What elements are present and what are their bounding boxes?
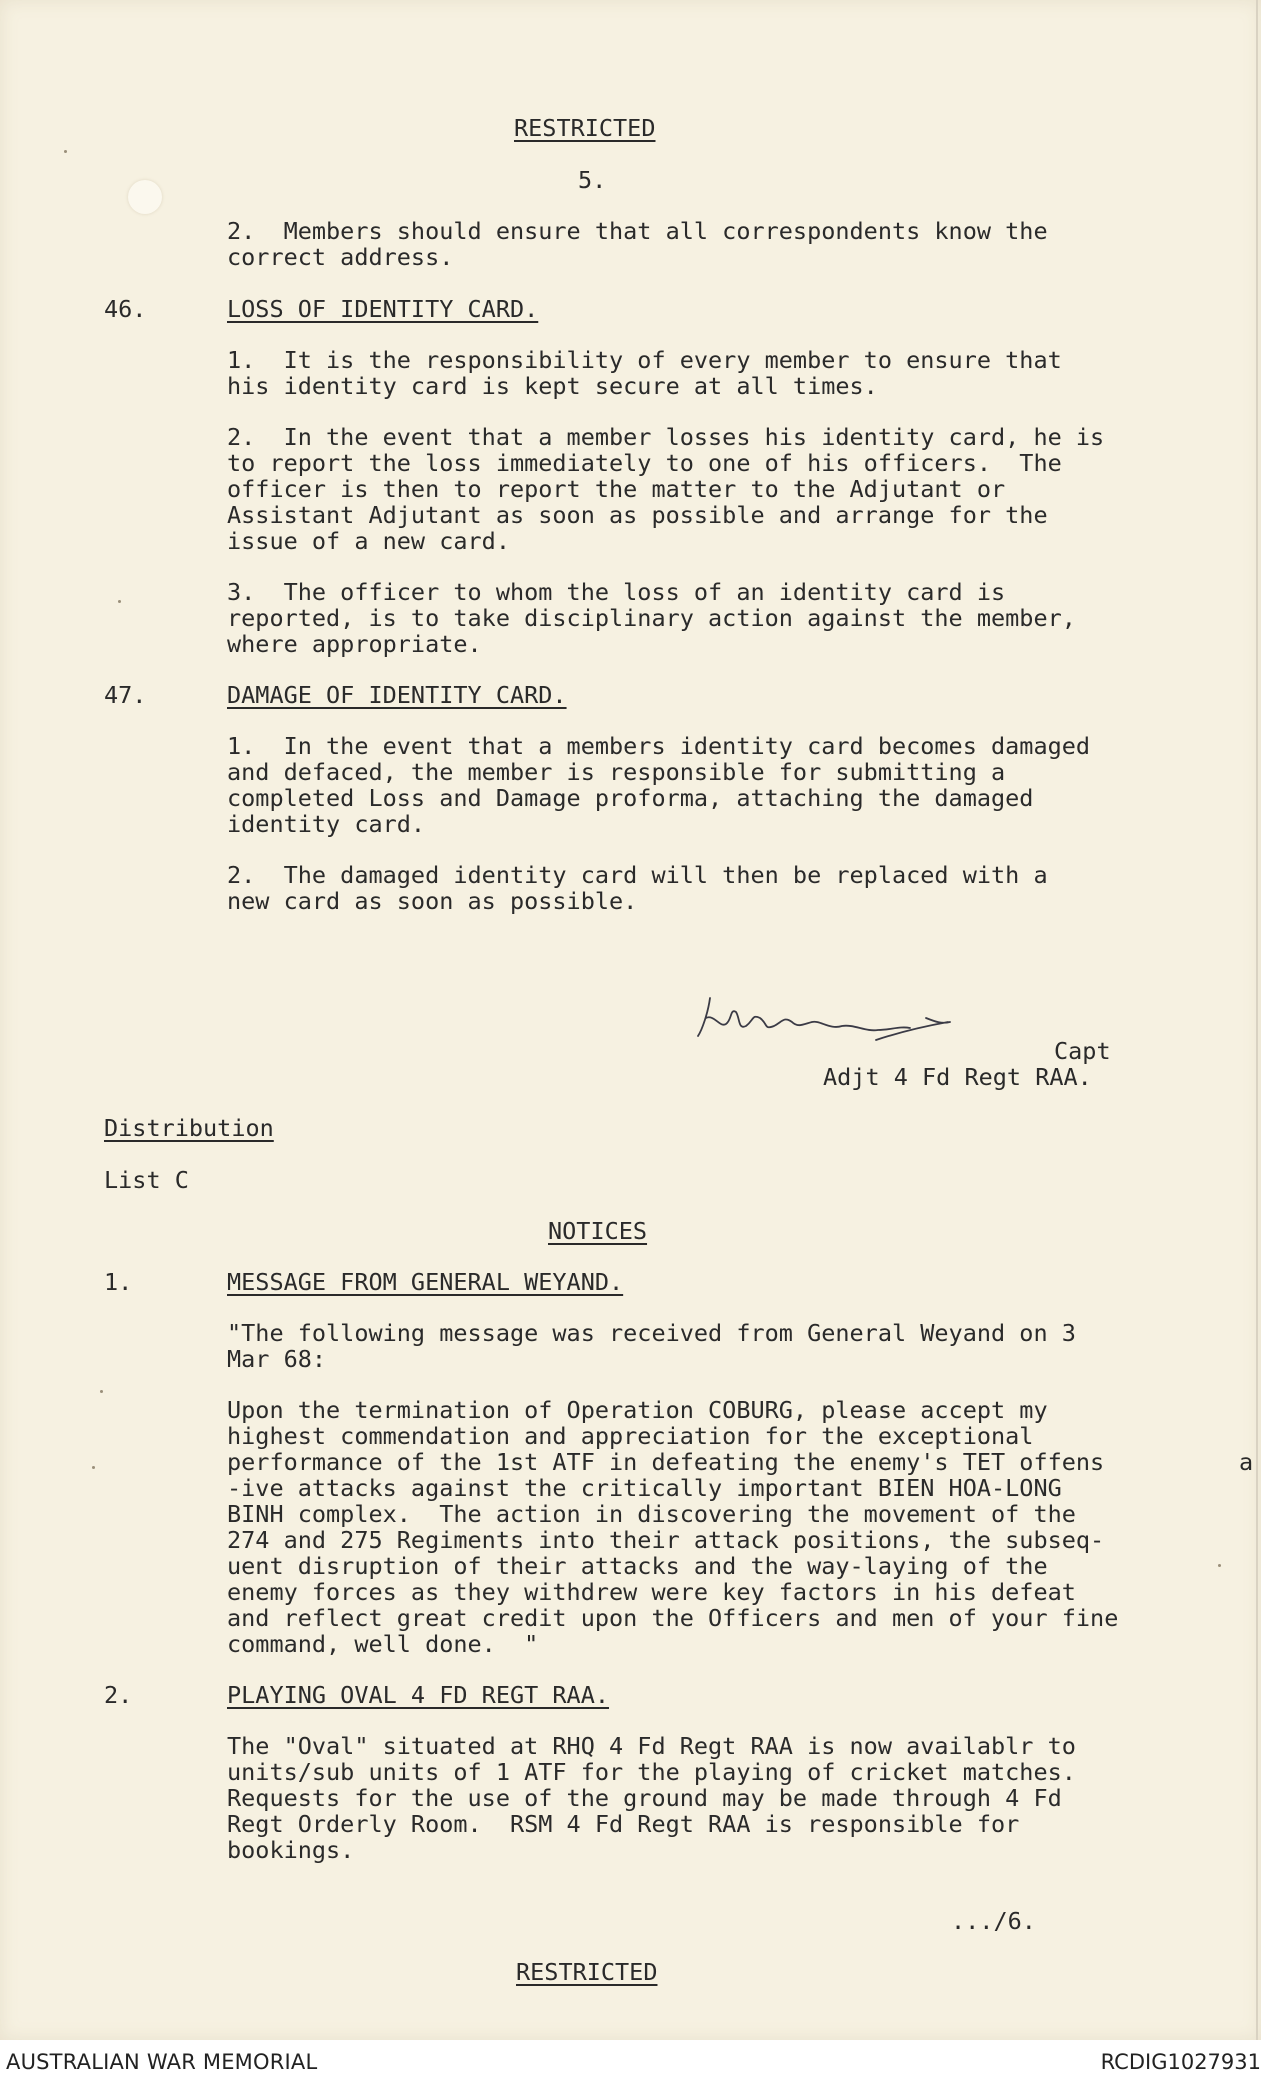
section-46-para-2-line-2: to report the loss immediately to one of his officers. The <box>227 449 1062 477</box>
notice-1-intro-line-2: Mar 68: <box>227 1345 327 1373</box>
page-number: 5. <box>578 166 607 194</box>
section-46-para-1-line-1: 1. It is the responsibility of every member to ensure that <box>227 346 1062 374</box>
section-46-heading: LOSS OF IDENTITY CARD. <box>227 295 539 323</box>
scan-speck <box>64 150 67 153</box>
section-47-heading: DAMAGE OF IDENTITY CARD. <box>227 681 567 709</box>
notice-1-heading: MESSAGE FROM GENERAL WEYAND. <box>227 1268 624 1296</box>
handwritten-signature <box>680 978 1000 1048</box>
notice-1-body-line-6: 274 and 275 Regiments into their attack positions, the subseq- <box>227 1526 1105 1554</box>
scan-speck <box>100 1390 103 1393</box>
section-47-para-1-line-3: completed Loss and Damage proforma, attaching the damaged <box>227 784 1034 812</box>
section-47-para-1-line-2: and defaced, the member is responsible for submitting a <box>227 758 1006 786</box>
scan-speck <box>92 1466 95 1469</box>
section-46-para-3-line-1: 3. The officer to whom the loss of an identity card is <box>227 578 1006 606</box>
distribution-list: List C <box>104 1166 189 1194</box>
archive-name: AUSTRALIAN WAR MEMORIAL <box>6 2050 318 2074</box>
section-46-para-2-line-4: Assistant Adjutant as soon as possible and arrange for the <box>227 501 1048 529</box>
classification-header: RESTRICTED <box>514 114 656 142</box>
notice-2-body-line-1: The "Oval" situated at RHQ 4 Fd Regt RAA is now availablr to <box>227 1732 1076 1760</box>
notice-1-body-line-4: -ive attacks against the critically important BIEN HOA-LONG <box>227 1474 1062 1502</box>
signature-rank: Capt <box>1054 1037 1111 1065</box>
punch-hole <box>128 180 162 214</box>
section-47-para-2-line-1: 2. The damaged identity card will then be replaced with a <box>227 861 1048 889</box>
notice-2-heading: PLAYING OVAL 4 FD REGT RAA. <box>227 1681 610 1709</box>
continuation-marker: .../6. <box>951 1907 1036 1935</box>
archive-footer <box>0 2040 1273 2082</box>
section-47-para-1-line-4: identity card. <box>227 810 426 838</box>
notice-2-body-line-3: Requests for the use of the ground may be made through 4 Fd <box>227 1784 1062 1812</box>
section-46-para-3-line-3: where appropriate. <box>227 630 482 658</box>
section-45-para-2-line-1: 2. Members should ensure that all correspondents know the <box>227 217 1048 245</box>
scan-speck <box>1218 1564 1221 1567</box>
section-47-para-1-line-1: 1. In the event that a members identity card becomes damaged <box>227 732 1091 760</box>
classification-footer: RESTRICTED <box>516 1958 658 1986</box>
notice-2-body-line-4: Regt Orderly Room. RSM 4 Fd Regt RAA is responsible for <box>227 1810 1020 1838</box>
notices-heading: NOTICES <box>548 1217 648 1245</box>
page-edge <box>1256 0 1258 2040</box>
notice-2-number: 2. <box>104 1681 133 1709</box>
notice-1-body-line-3: performance of the 1st ATF in defeating the enemy's TET offens <box>227 1448 1105 1476</box>
notice-1-body-line-7: uent disruption of their attacks and the way-laying of the <box>227 1552 1048 1580</box>
notice-1-body-line-5: BINH complex. The action in discovering the movement of the <box>227 1500 1076 1528</box>
notice-1-body-line-2: highest commendation and appreciation for the exceptional <box>227 1422 1034 1450</box>
notice-1-body-line-10: command, well done. " <box>227 1630 539 1658</box>
section-46-para-2-line-1: 2. In the event that a member losses his identity card, he is <box>227 423 1105 451</box>
notice-1-body-line-9: and reflect great credit upon the Officers and men of your fine <box>227 1604 1119 1632</box>
scan-speck <box>118 600 121 603</box>
notice-2-body-line-2: units/sub units of 1 ATF for the playing of cricket matches. <box>227 1758 1076 1786</box>
section-47-number: 47. <box>104 681 147 709</box>
notice-1-margin-char: a <box>1239 1448 1254 1476</box>
section-47-para-2-line-2: new card as soon as possible. <box>227 887 638 915</box>
notice-1-body-line-1: Upon the termination of Operation COBURG, please accept my <box>227 1396 1048 1424</box>
section-46-number: 46. <box>104 295 147 323</box>
section-46-para-2-line-5: issue of a new card. <box>227 527 510 555</box>
section-46-para-3-line-2: reported, is to take disciplinary action against the member, <box>227 604 1076 632</box>
signature-appointment: Adjt 4 Fd Regt RAA. <box>823 1063 1092 1091</box>
section-45-para-2-line-2: correct address. <box>227 243 454 271</box>
notice-2-body-line-5: bookings. <box>227 1836 355 1864</box>
notice-1-number: 1. <box>104 1268 133 1296</box>
section-46-para-1-line-2: his identity card is kept secure at all times. <box>227 372 878 400</box>
notice-1-intro-line-1: "The following message was received from General Weyand on 3 <box>227 1319 1076 1347</box>
archive-reference: RCDIG1027931 <box>1100 2050 1261 2074</box>
section-46-para-2-line-3: officer is then to report the matter to the Adjutant or <box>227 475 1006 503</box>
distribution-heading: Distribution <box>104 1114 274 1142</box>
notice-1-body-line-8: enemy forces as they withdrew were key factors in his defeat <box>227 1578 1076 1606</box>
